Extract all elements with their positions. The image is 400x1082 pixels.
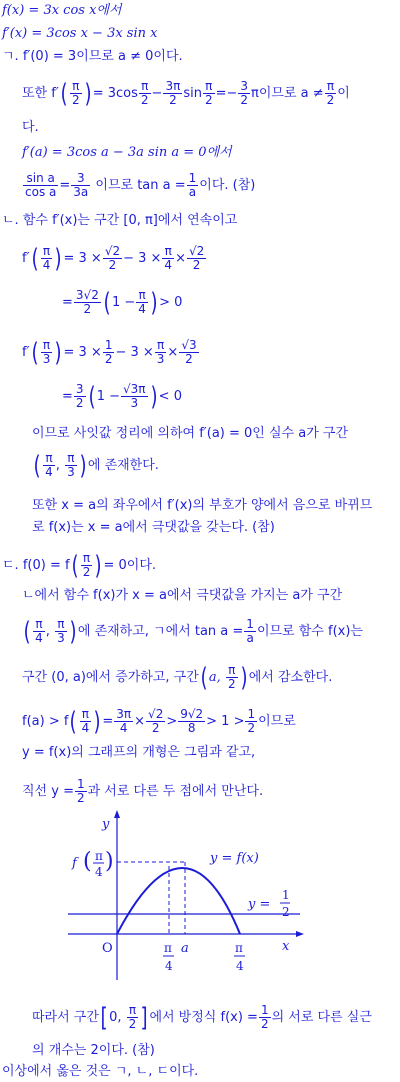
curve-label: y = f(x) bbox=[210, 851, 259, 866]
line-5: 다. bbox=[22, 120, 39, 135]
svg-text:): ) bbox=[105, 849, 114, 874]
line-6: f′(a) = 3cos a − 3a sin a = 0에서 bbox=[22, 145, 232, 160]
line-10: = $\frac{3√2}{2}$ ( 1 − $\frac{\pi}{4}$ ) > 0 bbox=[62, 287, 183, 318]
line-16: 로 f(x)는 x = a에서 극댓값을 갖는다. (참) bbox=[32, 520, 275, 535]
line-13: 이므로 사잇값 정리에 의하여 f′(a) = 0인 실수 a가 구간 bbox=[32, 426, 349, 441]
item-nieun: ㄴ. 함수 f′(x)는 구간 [0, π]에서 연속이고 bbox=[2, 213, 238, 228]
line-21: f(a) > f( $\frac{\pi}{4}$ ) = $\frac{3\pi}{4}$ × $\frac{√2}{2}$ > $\frac{9√2}{8}$ > 1 > $\frac{1}{2}$ 이므로 bbox=[22, 706, 296, 737]
tick-pi2-den: 4 bbox=[236, 959, 244, 973]
svg-text:(: ( bbox=[83, 849, 92, 874]
given-function: f(x) = 3x cos x에서 bbox=[2, 3, 122, 18]
line-18: ㄴ에서 함수 f(x)가 x = a에서 극댓값을 가지는 a가 구간 bbox=[22, 588, 343, 603]
line-22: y = f(x)의 그래프의 개형은 그림과 같고, bbox=[22, 745, 256, 760]
tick-pi2-num: π bbox=[235, 941, 243, 955]
x-axis-label: x bbox=[282, 939, 290, 954]
line-20: 구간 (0, a)에서 증가하고, 구간( a, $\frac{\pi}{2}$ ) 에서 감소한다. bbox=[22, 662, 333, 693]
y-axis-label: y bbox=[102, 817, 110, 832]
conclusion: 이상에서 옳은 것은 ㄱ, ㄴ, ㄷ이다. bbox=[2, 1064, 199, 1079]
line-19: ( $\frac{\pi}{4}$ , $\frac{\pi}{3}$ ) 에 존재하고, ㄱ에서 tan a = $\frac{1}{a}$ 이므로 함수 f(x)는 bbox=[23, 616, 363, 647]
line-12: = $\frac{3}{2}$ ( 1 − $\frac{√3\pi}{3}$ ) < 0 bbox=[62, 381, 182, 412]
line-7: $\frac{\text{sin a}}{\text{cos a}}$ = $\frac{3}{3a}$ 이므로 tan a = $\frac{1}{a}$ 이다. (참) bbox=[25, 171, 256, 199]
line-4: 또한 f′( $\frac{\pi}{2}$ ) = 3cos $\frac{\pi}{2}$ − $\frac{3\pi}{2}$ sin $\frac{\pi}{2}$ =− $\frac{3}{2}$ π이므로 a ≠ $\frac{\pi}{2}$ 이 bbox=[22, 78, 350, 109]
line-15: 또한 x = a의 좌우에서 f′(x)의 부호가 양에서 음으로 바뀌므 bbox=[32, 498, 373, 513]
line-24: 따라서 구간[ 0, $\frac{\pi}{2}$ ] 에서 방정식 f(x) = $\frac{1}{2}$ 의 서로 다른 실근 bbox=[32, 1002, 372, 1033]
item-giyeok: ㄱ. f′(0) = 3이므로 a ≠ 0이다. bbox=[2, 49, 183, 64]
svg-text:1: 1 bbox=[282, 888, 290, 902]
line-25: 의 개수는 2이다. (참) bbox=[32, 1043, 155, 1058]
curve bbox=[117, 868, 240, 934]
item-digeut: ㄷ. f(0) = f( $\frac{\pi}{2}$ ) = 0이다. bbox=[2, 550, 157, 581]
derivative: f′(x) = 3cos x − 3x sin x bbox=[2, 26, 158, 41]
line-14: ( $\frac{\pi}{4}$ , $\frac{\pi}{3}$ ) 에 존재한다. bbox=[33, 450, 159, 481]
fpi4-label: f bbox=[72, 856, 77, 871]
tick-a: a bbox=[181, 941, 189, 956]
svg-text:2: 2 bbox=[282, 905, 290, 919]
origin-label: O bbox=[102, 941, 113, 956]
tick-pi4-den: 4 bbox=[165, 959, 173, 973]
function-graph bbox=[60, 810, 310, 990]
svg-text:π: π bbox=[95, 849, 103, 863]
line-9: f′( $\frac{\pi}{4}$ ) = 3 × $\frac{√2}{2}$ − 3 × $\frac{\pi}{4}$ × $\frac{√2}{2}$ bbox=[22, 243, 205, 274]
half-line-label: y = bbox=[248, 897, 271, 912]
line-11: f′( $\frac{\pi}{3}$ ) = 3 × $\frac{1}{2}$ − 3 × $\frac{\pi}{3}$ × $\frac{√3}{2}$ bbox=[22, 337, 197, 368]
line-23: 직선 y = $\frac{1}{2}$ 과 서로 다른 두 점에서 만난다. bbox=[22, 777, 264, 805]
svg-text:4: 4 bbox=[95, 865, 103, 879]
tick-pi4-num: π bbox=[164, 941, 172, 955]
